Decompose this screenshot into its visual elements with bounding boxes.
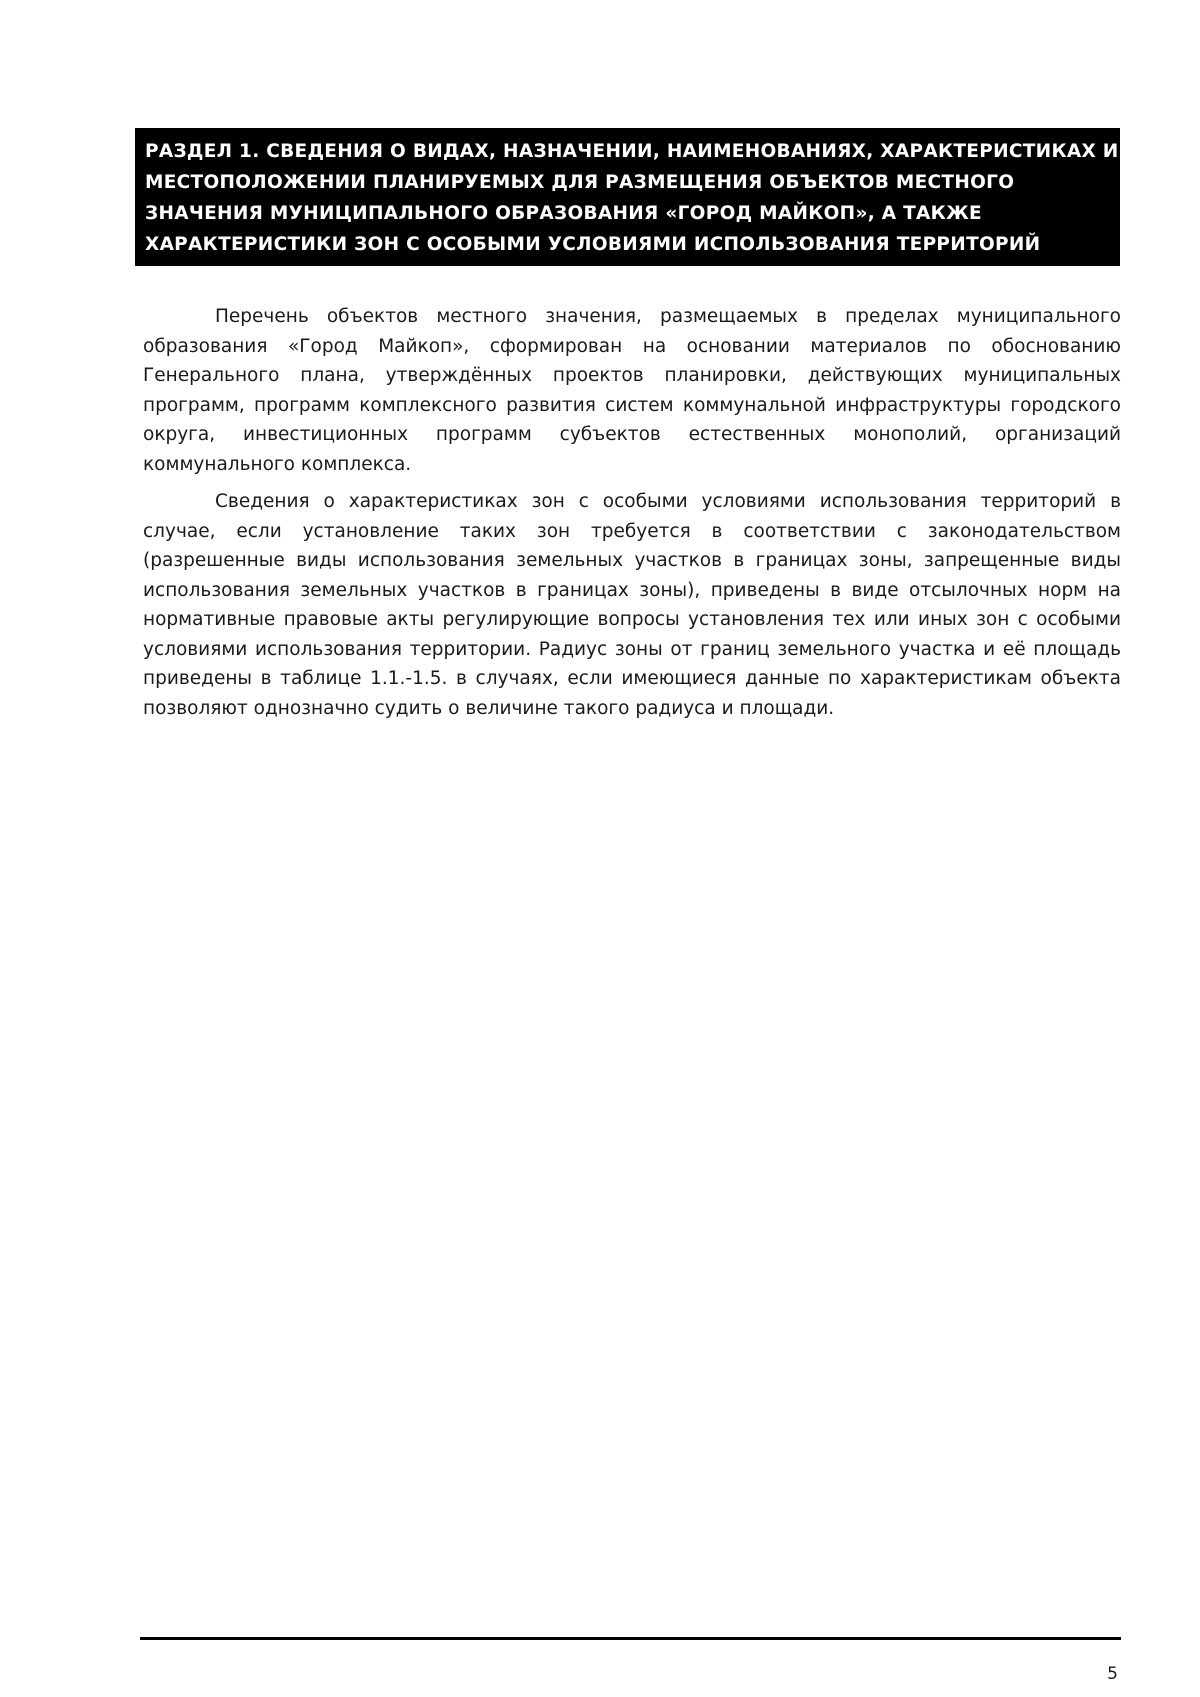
paragraph-objects-list: Перечень объектов местного значения, размещаемых в пределах муниципального образования «Город Майкоп», сформирован на основании материалов по обоснованию Генерального плана, утверждённых проектов планировки, действующих муниципальных программ, программ комплексного развития систем коммунальной инфраструктуры городского округа, инвестиционных программ субъектов естественных монополий, организаций коммунального комплекса. [143, 306, 1121, 475]
section-heading-line: ЗНАЧЕНИЯ МУНИЦИПАЛЬНОГО ОБРАЗОВАНИЯ «ГОРОД МАЙКОП», А ТАКЖЕ [145, 203, 982, 224]
section-heading-line: РАЗДЕЛ 1. СВЕДЕНИЯ О ВИДАХ, НАЗНАЧЕНИИ, НАИМЕНОВАНИЯХ, ХАРАКТЕРИСТИКАХ И [145, 141, 1119, 162]
section-heading-banner [133, 128, 1120, 266]
footer-divider [140, 1637, 1121, 1640]
section-heading-line: МЕСТОПОЛОЖЕНИИ ПЛАНИРУЕМЫХ ДЛЯ РАЗМЕЩЕНИЯ ОБЪЕКТОВ МЕСТНОГО [145, 172, 1015, 193]
page-number: 5 [1107, 1664, 1118, 1684]
section-heading-line: ХАРАКТЕРИСТИКИ ЗОН С ОСОБЫМИ УСЛОВИЯМИ ИСПОЛЬЗОВАНИЯ ТЕРРИТОРИЙ [145, 234, 1041, 255]
paragraph-zones-info: Сведения о характеристиках зон с особыми условиями использования территорий в случае, если установление таких зон требуется в соответствии с законодательством (разрешенные виды использования земельных участков в границах зоны, запрещенные виды использования земельных участков в границах зоны), приведены в виде отсылочных норм на нормативные правовые акты регулирующие вопросы установления тех или иных зон с особыми условиями использования территории. Радиус зоны от границ земельного участка и её площадь приведены в таблице 1.1.-1.5. в случаях, если имеющиеся данные по характеристикам объекта позволяют однозначно судить о величине такого радиуса и площади. [143, 491, 1121, 719]
body-text [143, 302, 1121, 731]
